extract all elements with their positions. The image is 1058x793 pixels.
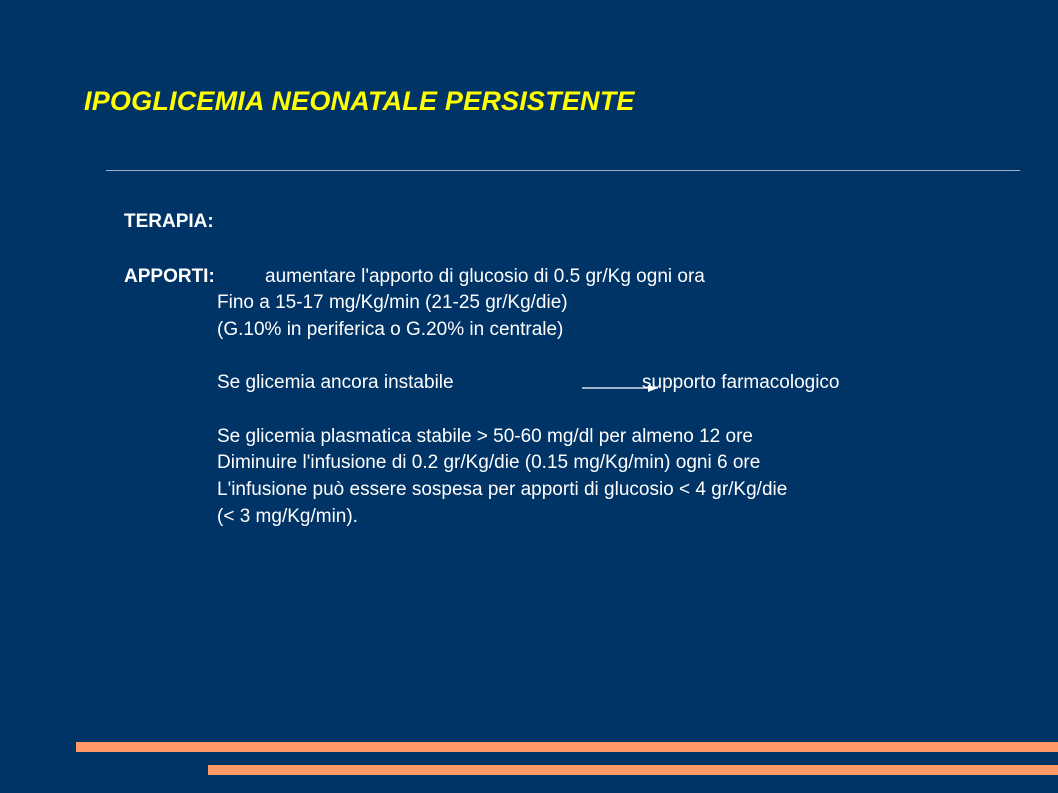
line-g10: (G.10% in periferica o G.20% in centrale)	[217, 319, 564, 340]
apporti-label: APPORTI:	[124, 266, 215, 287]
line-stabile: Se glicemia plasmatica stabile > 50-60 mg/dl per almeno 12 ore	[217, 426, 753, 447]
accent-bar-bottom	[208, 765, 1058, 775]
slide-title: IPOGLICEMIA NEONATALE PERSISTENTE	[84, 86, 635, 116]
terapia-label: TERAPIA:	[124, 211, 214, 232]
apporti-text: aumentare l'apporto di glucosio di 0.5 gr/Kg ogni ora	[265, 266, 705, 287]
line-supporto: supporto farmacologico	[642, 372, 840, 393]
line-instabile: Se glicemia ancora instabile	[217, 372, 454, 393]
line-final: (< 3 mg/Kg/min).	[217, 506, 358, 527]
line-fino: Fino a 15-17 mg/Kg/min (21-25 gr/Kg/die)	[217, 292, 568, 313]
line-sospesa: L'infusione può essere sospesa per apporti di glucosio < 4 gr/Kg/die	[217, 479, 788, 500]
accent-bar-top	[76, 742, 1058, 752]
title-divider	[106, 170, 1020, 171]
line-diminuire: Diminuire l'infusione di 0.2 gr/Kg/die (0.15 mg/Kg/min) ogni 6 ore	[217, 452, 761, 473]
